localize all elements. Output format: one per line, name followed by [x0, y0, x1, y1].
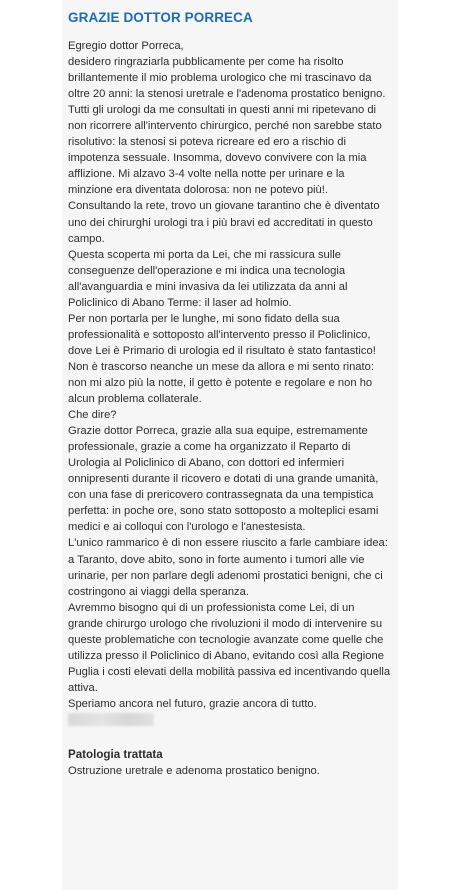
letter-paragraph: desidero ringraziarla pubblicamente per come ha risolto brillantemente il mio problema urologico che mi trascinavo da oltre 20 anni: la stenosi uretrale e l'adenoma prostatico benigno. [68, 56, 386, 101]
letter-paragraph: L'unico rammarico è di non essere riuscito a farle cambiare idea: a Taranto, dove abito, sono in forte aumento i tumori alle vie urinarie, per non parlare degli adenomi prostatici benigni, che ci costringono ai viaggi della speranza. [68, 537, 388, 598]
page-title: GRAZIE DOTTOR PORRECA [68, 10, 253, 25]
condition-heading: Patologia trattata [68, 747, 163, 761]
condition-text: Ostruzione uretrale e adenoma prostatico benigno. [68, 764, 320, 777]
letter-closing: Speriamo ancora nel futuro, grazie ancora di tutto. [68, 697, 317, 710]
testimonial-page [62, 0, 398, 890]
letter-paragraph: Che dire? [68, 409, 117, 422]
letter-paragraph: Avremmo bisogno qui di un professionista come Lei, di un grande chirurgo urologo che rivoluzioni il modo di intervenire su queste problematiche con tecnologie avanzate come quelle che utilizza presso il Policlinico di Abano, evitando così alla Regione Puglia i costi elevati della mobilità passiva ed incentivando quella attiva. [68, 601, 391, 694]
letter-paragraph: Tutti gli urologi da me consultati in questi anni mi ripetevano di non ricorrere all'intervento chirurgico, perché non sarebbe stato risolutivo: la stenosi si poteva ricreare ed ero a rischio di impotenza sessuale. Insomma, dovevo convivere con la mia afflizione. Mi alzavo 3-4 volte nella notte per urinare e la minzione era diventata dolorosa: non ne potevo più!. [68, 104, 382, 197]
letter-paragraph: Grazie dottor Porreca, grazie alla sua equipe, estremamente professionale, grazie a come ha organizzato il Reparto di Urologia al Policlinico di Abano, con dottori ed infermieri onnipresenti durante il ricovero e dotati di una grande umanità, con una fase di prericovero contrassegnata da una tempistica perfetta: in poche ore, sono stato sottoposto a molteplici esami medici e ai colloqui con l'urologo e l'anestesista. [68, 425, 379, 534]
letter-paragraph: Non è trascorso neanche un mese da allora e mi sento rinato: non mi alzo più la notte, il getto è potente e regolare e non ho alcun problema collaterale. [68, 360, 374, 406]
letter-paragraph: Per non portarla per le lunghe, mi sono fidato della sua professionalità e sottoposto all'intervento presso il Policlinico, dove Lei è Primario di urologia ed il risultato è stato fantastico! [68, 312, 376, 357]
blurred-signature [68, 713, 154, 726]
letter-paragraph: Consultando la rete, trovo un giovane tarantino che è diventato uno dei chirurghi urologi tra i più bravi ed accreditati in questo campo. [68, 200, 380, 245]
letter-body [68, 38, 392, 726]
letter-paragraph: Questa scoperta mi porta da Lei, che mi rassicura sulle conseguenze dell'operazione e mi indica una tecnologia all'avanguardia e mini invasiva da lei utilizzata da anni al Policlinico di Abano Terme: il laser ad holmio. [68, 248, 348, 309]
letter-salutation: Egregio dottor Porreca, [68, 40, 184, 52]
